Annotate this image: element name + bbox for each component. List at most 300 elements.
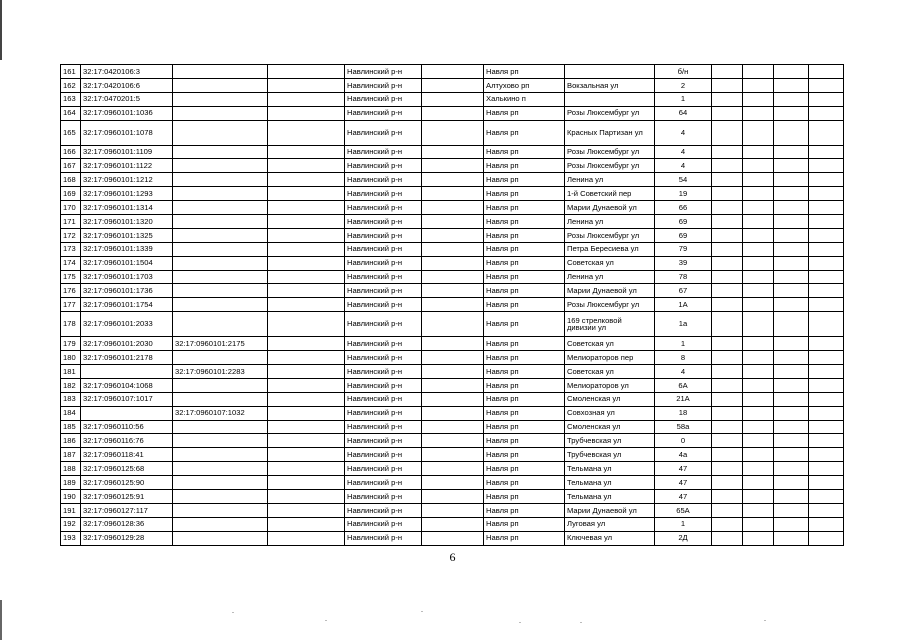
cadastral-number: 32:17:0960101:1320	[81, 215, 173, 229]
previous-cadastral-number	[173, 490, 268, 504]
blank-cell	[422, 434, 484, 448]
district: Навлинский р-н	[345, 476, 422, 490]
empty-cell	[774, 106, 809, 120]
cadastral-number: 32:17:0960129:28	[81, 531, 173, 545]
previous-cadastral-number	[173, 242, 268, 256]
scan-speck	[764, 620, 766, 621]
cadastral-number: 32:17:0960101:1078	[81, 120, 173, 145]
row-number: 189	[61, 476, 81, 490]
blank-cell	[422, 448, 484, 462]
row-number: 191	[61, 503, 81, 517]
house-number: 4а	[655, 448, 712, 462]
empty-cell	[809, 145, 844, 159]
street: Советская ул	[565, 337, 655, 351]
empty-cell	[743, 256, 774, 270]
empty-cell	[743, 106, 774, 120]
empty-cell	[809, 187, 844, 201]
table-row	[61, 420, 844, 434]
street	[565, 92, 655, 106]
settlement: Навля рп	[484, 270, 565, 284]
blank-cell	[422, 503, 484, 517]
empty-cell	[809, 378, 844, 392]
cadastral-number: 32:17:0960101:1339	[81, 242, 173, 256]
district: Навлинский р-н	[345, 270, 422, 284]
empty-cell	[774, 65, 809, 79]
house-number: 66	[655, 201, 712, 215]
blank-cell	[422, 78, 484, 92]
blank-cell	[422, 65, 484, 79]
empty-cell	[809, 120, 844, 145]
extra-cell	[268, 173, 345, 187]
row-number: 190	[61, 490, 81, 504]
blank-cell	[422, 187, 484, 201]
cadastral-number	[81, 406, 173, 420]
empty-cell	[774, 298, 809, 312]
cadastral-number: 32:17:0960125:90	[81, 476, 173, 490]
empty-cell	[743, 92, 774, 106]
previous-cadastral-number	[173, 351, 268, 365]
empty-cell	[809, 256, 844, 270]
extra-cell	[268, 187, 345, 201]
street: Трубчевская ул	[565, 434, 655, 448]
empty-cell	[774, 351, 809, 365]
row-number: 192	[61, 517, 81, 531]
row-number: 174	[61, 256, 81, 270]
house-number: 47	[655, 490, 712, 504]
empty-cell	[774, 420, 809, 434]
empty-cell	[774, 120, 809, 145]
empty-cell	[712, 187, 743, 201]
extra-cell	[268, 145, 345, 159]
cadastral-number: 32:17:0960101:1293	[81, 187, 173, 201]
cadastral-number: 32:17:0960101:1036	[81, 106, 173, 120]
district: Навлинский р-н	[345, 392, 422, 406]
empty-cell	[712, 242, 743, 256]
empty-cell	[743, 298, 774, 312]
table-row	[61, 448, 844, 462]
district: Навлинский р-н	[345, 490, 422, 504]
empty-cell	[743, 378, 774, 392]
empty-cell	[743, 517, 774, 531]
empty-cell	[743, 173, 774, 187]
row-number: 173	[61, 242, 81, 256]
previous-cadastral-number	[173, 120, 268, 145]
cadastral-number: 32:17:0960118:41	[81, 448, 173, 462]
street: Ленина ул	[565, 270, 655, 284]
district: Навлинский р-н	[345, 351, 422, 365]
district: Навлинский р-н	[345, 215, 422, 229]
settlement: Навля рп	[484, 337, 565, 351]
empty-cell	[809, 503, 844, 517]
district: Навлинский р-н	[345, 106, 422, 120]
table-row	[61, 378, 844, 392]
table-row	[61, 284, 844, 298]
previous-cadastral-number	[173, 392, 268, 406]
settlement: Навля рп	[484, 159, 565, 173]
blank-cell	[422, 215, 484, 229]
blank-cell	[422, 351, 484, 365]
extra-cell	[268, 503, 345, 517]
previous-cadastral-number	[173, 92, 268, 106]
settlement: Навля рп	[484, 215, 565, 229]
row-number: 161	[61, 65, 81, 79]
scan-speck	[421, 611, 423, 612]
district: Навлинский р-н	[345, 365, 422, 379]
street: Петра Бересиева ул	[565, 242, 655, 256]
cadastral-number: 32:17:0960104:1068	[81, 378, 173, 392]
settlement: Навля рп	[484, 462, 565, 476]
previous-cadastral-number	[173, 298, 268, 312]
extra-cell	[268, 476, 345, 490]
extra-cell	[268, 270, 345, 284]
row-number: 193	[61, 531, 81, 545]
house-number: 78	[655, 270, 712, 284]
empty-cell	[743, 228, 774, 242]
table-row	[61, 476, 844, 490]
empty-cell	[809, 298, 844, 312]
blank-cell	[422, 228, 484, 242]
previous-cadastral-number	[173, 65, 268, 79]
extra-cell	[268, 92, 345, 106]
previous-cadastral-number	[173, 420, 268, 434]
previous-cadastral-number	[173, 378, 268, 392]
house-number: 1а	[655, 312, 712, 337]
empty-cell	[712, 159, 743, 173]
empty-cell	[712, 531, 743, 545]
empty-cell	[809, 215, 844, 229]
settlement: Навля рп	[484, 406, 565, 420]
row-number: 182	[61, 378, 81, 392]
street: Красных Партизан ул	[565, 120, 655, 145]
table-row	[61, 120, 844, 145]
previous-cadastral-number	[173, 215, 268, 229]
empty-cell	[743, 490, 774, 504]
row-number: 183	[61, 392, 81, 406]
empty-cell	[809, 284, 844, 298]
blank-cell	[422, 145, 484, 159]
empty-cell	[809, 351, 844, 365]
empty-cell	[774, 228, 809, 242]
scan-edge	[0, 0, 2, 60]
street: Смоленская ул	[565, 420, 655, 434]
row-number: 168	[61, 173, 81, 187]
house-number: 4	[655, 145, 712, 159]
district: Навлинский р-н	[345, 187, 422, 201]
row-number: 180	[61, 351, 81, 365]
row-number: 187	[61, 448, 81, 462]
blank-cell	[422, 201, 484, 215]
table-row	[61, 503, 844, 517]
empty-cell	[712, 420, 743, 434]
table-row	[61, 201, 844, 215]
extra-cell	[268, 228, 345, 242]
cadastral-number: 32:17:0960127:117	[81, 503, 173, 517]
empty-cell	[712, 406, 743, 420]
empty-cell	[774, 406, 809, 420]
extra-cell	[268, 159, 345, 173]
row-number: 167	[61, 159, 81, 173]
district: Навлинский р-н	[345, 228, 422, 242]
table-row	[61, 228, 844, 242]
row-number: 179	[61, 337, 81, 351]
house-number: 39	[655, 256, 712, 270]
blank-cell	[422, 517, 484, 531]
row-number: 175	[61, 270, 81, 284]
empty-cell	[774, 365, 809, 379]
empty-cell	[774, 448, 809, 462]
empty-cell	[712, 65, 743, 79]
settlement: Навля рп	[484, 378, 565, 392]
cadastral-number	[81, 365, 173, 379]
cadastral-number: 32:17:0960101:1325	[81, 228, 173, 242]
house-number: 2	[655, 78, 712, 92]
empty-cell	[809, 434, 844, 448]
table-row	[61, 242, 844, 256]
empty-cell	[712, 145, 743, 159]
table-row	[61, 490, 844, 504]
cadastral-number: 32:17:0960101:1736	[81, 284, 173, 298]
empty-cell	[712, 462, 743, 476]
empty-cell	[774, 392, 809, 406]
previous-cadastral-number	[173, 517, 268, 531]
extra-cell	[268, 215, 345, 229]
empty-cell	[774, 503, 809, 517]
street: Розы Люксембург ул	[565, 228, 655, 242]
empty-cell	[712, 490, 743, 504]
blank-cell	[422, 406, 484, 420]
row-number: 162	[61, 78, 81, 92]
empty-cell	[712, 92, 743, 106]
scan-speck	[325, 620, 327, 621]
empty-cell	[774, 490, 809, 504]
district: Навлинский р-н	[345, 201, 422, 215]
street: Ключевая ул	[565, 531, 655, 545]
previous-cadastral-number	[173, 462, 268, 476]
settlement: Навля рп	[484, 256, 565, 270]
settlement: Навля рп	[484, 284, 565, 298]
house-number: 65А	[655, 503, 712, 517]
table-row	[61, 173, 844, 187]
empty-cell	[809, 490, 844, 504]
page-number: 6	[449, 550, 456, 564]
blank-cell	[422, 159, 484, 173]
house-number: 1А	[655, 298, 712, 312]
empty-cell	[712, 351, 743, 365]
extra-cell	[268, 531, 345, 545]
empty-cell	[809, 462, 844, 476]
empty-cell	[774, 173, 809, 187]
cadastral-number: 32:17:0960101:1703	[81, 270, 173, 284]
empty-cell	[809, 65, 844, 79]
blank-cell	[422, 420, 484, 434]
street: Ленина ул	[565, 215, 655, 229]
row-number: 169	[61, 187, 81, 201]
street: Мелиораторов ул	[565, 378, 655, 392]
house-number: 19	[655, 187, 712, 201]
house-number: 1	[655, 92, 712, 106]
blank-cell	[422, 312, 484, 337]
empty-cell	[743, 145, 774, 159]
extra-cell	[268, 298, 345, 312]
cadastral-number: 32:17:0960101:1754	[81, 298, 173, 312]
settlement: Навля рп	[484, 351, 565, 365]
empty-cell	[809, 476, 844, 490]
extra-cell	[268, 462, 345, 476]
empty-cell	[774, 378, 809, 392]
empty-cell	[809, 242, 844, 256]
table-row	[61, 392, 844, 406]
empty-cell	[743, 312, 774, 337]
table-row	[61, 298, 844, 312]
empty-cell	[774, 284, 809, 298]
row-number: 170	[61, 201, 81, 215]
house-number: 4	[655, 159, 712, 173]
previous-cadastral-number	[173, 434, 268, 448]
district: Навлинский р-н	[345, 420, 422, 434]
empty-cell	[712, 78, 743, 92]
empty-cell	[743, 284, 774, 298]
district: Навлинский р-н	[345, 337, 422, 351]
previous-cadastral-number	[173, 201, 268, 215]
row-number: 177	[61, 298, 81, 312]
blank-cell	[422, 462, 484, 476]
street: 1-й Советский пер	[565, 187, 655, 201]
cadastral-number: 32:17:0960125:68	[81, 462, 173, 476]
previous-cadastral-number	[173, 78, 268, 92]
scan-edge	[0, 600, 2, 640]
table-row	[61, 312, 844, 337]
district: Навлинский р-н	[345, 159, 422, 173]
cadastral-number: 32:17:0960101:1122	[81, 159, 173, 173]
district: Навлинский р-н	[345, 120, 422, 145]
registry-body	[61, 65, 844, 546]
empty-cell	[809, 78, 844, 92]
street: Розы Люксембург ул	[565, 159, 655, 173]
district: Навлинский р-н	[345, 78, 422, 92]
district: Навлинский р-н	[345, 312, 422, 337]
row-number: 171	[61, 215, 81, 229]
table-row	[61, 365, 844, 379]
cadastral-number: 32:17:0420106:6	[81, 78, 173, 92]
empty-cell	[809, 406, 844, 420]
settlement: Навля рп	[484, 173, 565, 187]
empty-cell	[774, 78, 809, 92]
registry-table	[60, 64, 844, 546]
extra-cell	[268, 434, 345, 448]
previous-cadastral-number	[173, 503, 268, 517]
settlement: Навля рп	[484, 420, 565, 434]
table-row	[61, 462, 844, 476]
previous-cadastral-number	[173, 284, 268, 298]
table-row	[61, 531, 844, 545]
district: Навлинский р-н	[345, 517, 422, 531]
table-row	[61, 106, 844, 120]
scan-speck	[232, 612, 234, 613]
cadastral-number: 32:17:0960125:91	[81, 490, 173, 504]
row-number: 172	[61, 228, 81, 242]
empty-cell	[712, 392, 743, 406]
extra-cell	[268, 378, 345, 392]
extra-cell	[268, 284, 345, 298]
settlement: Навля рп	[484, 448, 565, 462]
street: Марии Дунаевой ул	[565, 284, 655, 298]
extra-cell	[268, 78, 345, 92]
previous-cadastral-number	[173, 187, 268, 201]
empty-cell	[712, 228, 743, 242]
settlement: Навля рп	[484, 228, 565, 242]
empty-cell	[809, 173, 844, 187]
street: Вокзальная ул	[565, 78, 655, 92]
settlement: Навля рп	[484, 242, 565, 256]
extra-cell	[268, 406, 345, 420]
blank-cell	[422, 490, 484, 504]
street: Смоленская ул	[565, 392, 655, 406]
empty-cell	[743, 215, 774, 229]
previous-cadastral-number	[173, 173, 268, 187]
empty-cell	[774, 337, 809, 351]
empty-cell	[712, 503, 743, 517]
house-number: 47	[655, 476, 712, 490]
blank-cell	[422, 298, 484, 312]
district: Навлинский р-н	[345, 503, 422, 517]
settlement: Навля рп	[484, 365, 565, 379]
empty-cell	[774, 517, 809, 531]
cadastral-number: 32:17:0960101:2030	[81, 337, 173, 351]
empty-cell	[809, 392, 844, 406]
extra-cell	[268, 517, 345, 531]
previous-cadastral-number	[173, 145, 268, 159]
empty-cell	[774, 531, 809, 545]
extra-cell	[268, 201, 345, 215]
table-row	[61, 159, 844, 173]
house-number: 69	[655, 215, 712, 229]
empty-cell	[774, 159, 809, 173]
previous-cadastral-number	[173, 448, 268, 462]
empty-cell	[743, 406, 774, 420]
blank-cell	[422, 531, 484, 545]
empty-cell	[774, 476, 809, 490]
row-number: 184	[61, 406, 81, 420]
empty-cell	[743, 531, 774, 545]
settlement: Навля рп	[484, 201, 565, 215]
previous-cadastral-number	[173, 159, 268, 173]
district: Навлинский р-н	[345, 145, 422, 159]
empty-cell	[712, 378, 743, 392]
district: Навлинский р-н	[345, 256, 422, 270]
table-row	[61, 517, 844, 531]
blank-cell	[422, 242, 484, 256]
blank-cell	[422, 173, 484, 187]
street: Тельмана ул	[565, 476, 655, 490]
empty-cell	[743, 392, 774, 406]
empty-cell	[743, 462, 774, 476]
empty-cell	[774, 462, 809, 476]
row-number: 188	[61, 462, 81, 476]
empty-cell	[809, 312, 844, 337]
empty-cell	[743, 120, 774, 145]
row-number: 166	[61, 145, 81, 159]
empty-cell	[774, 270, 809, 284]
blank-cell	[422, 270, 484, 284]
house-number: 64	[655, 106, 712, 120]
district: Навлинский р-н	[345, 242, 422, 256]
row-number: 186	[61, 434, 81, 448]
street: Розы Люксембург ул	[565, 298, 655, 312]
house-number: 18	[655, 406, 712, 420]
house-number: 79	[655, 242, 712, 256]
previous-cadastral-number	[173, 531, 268, 545]
settlement: Навля рп	[484, 476, 565, 490]
